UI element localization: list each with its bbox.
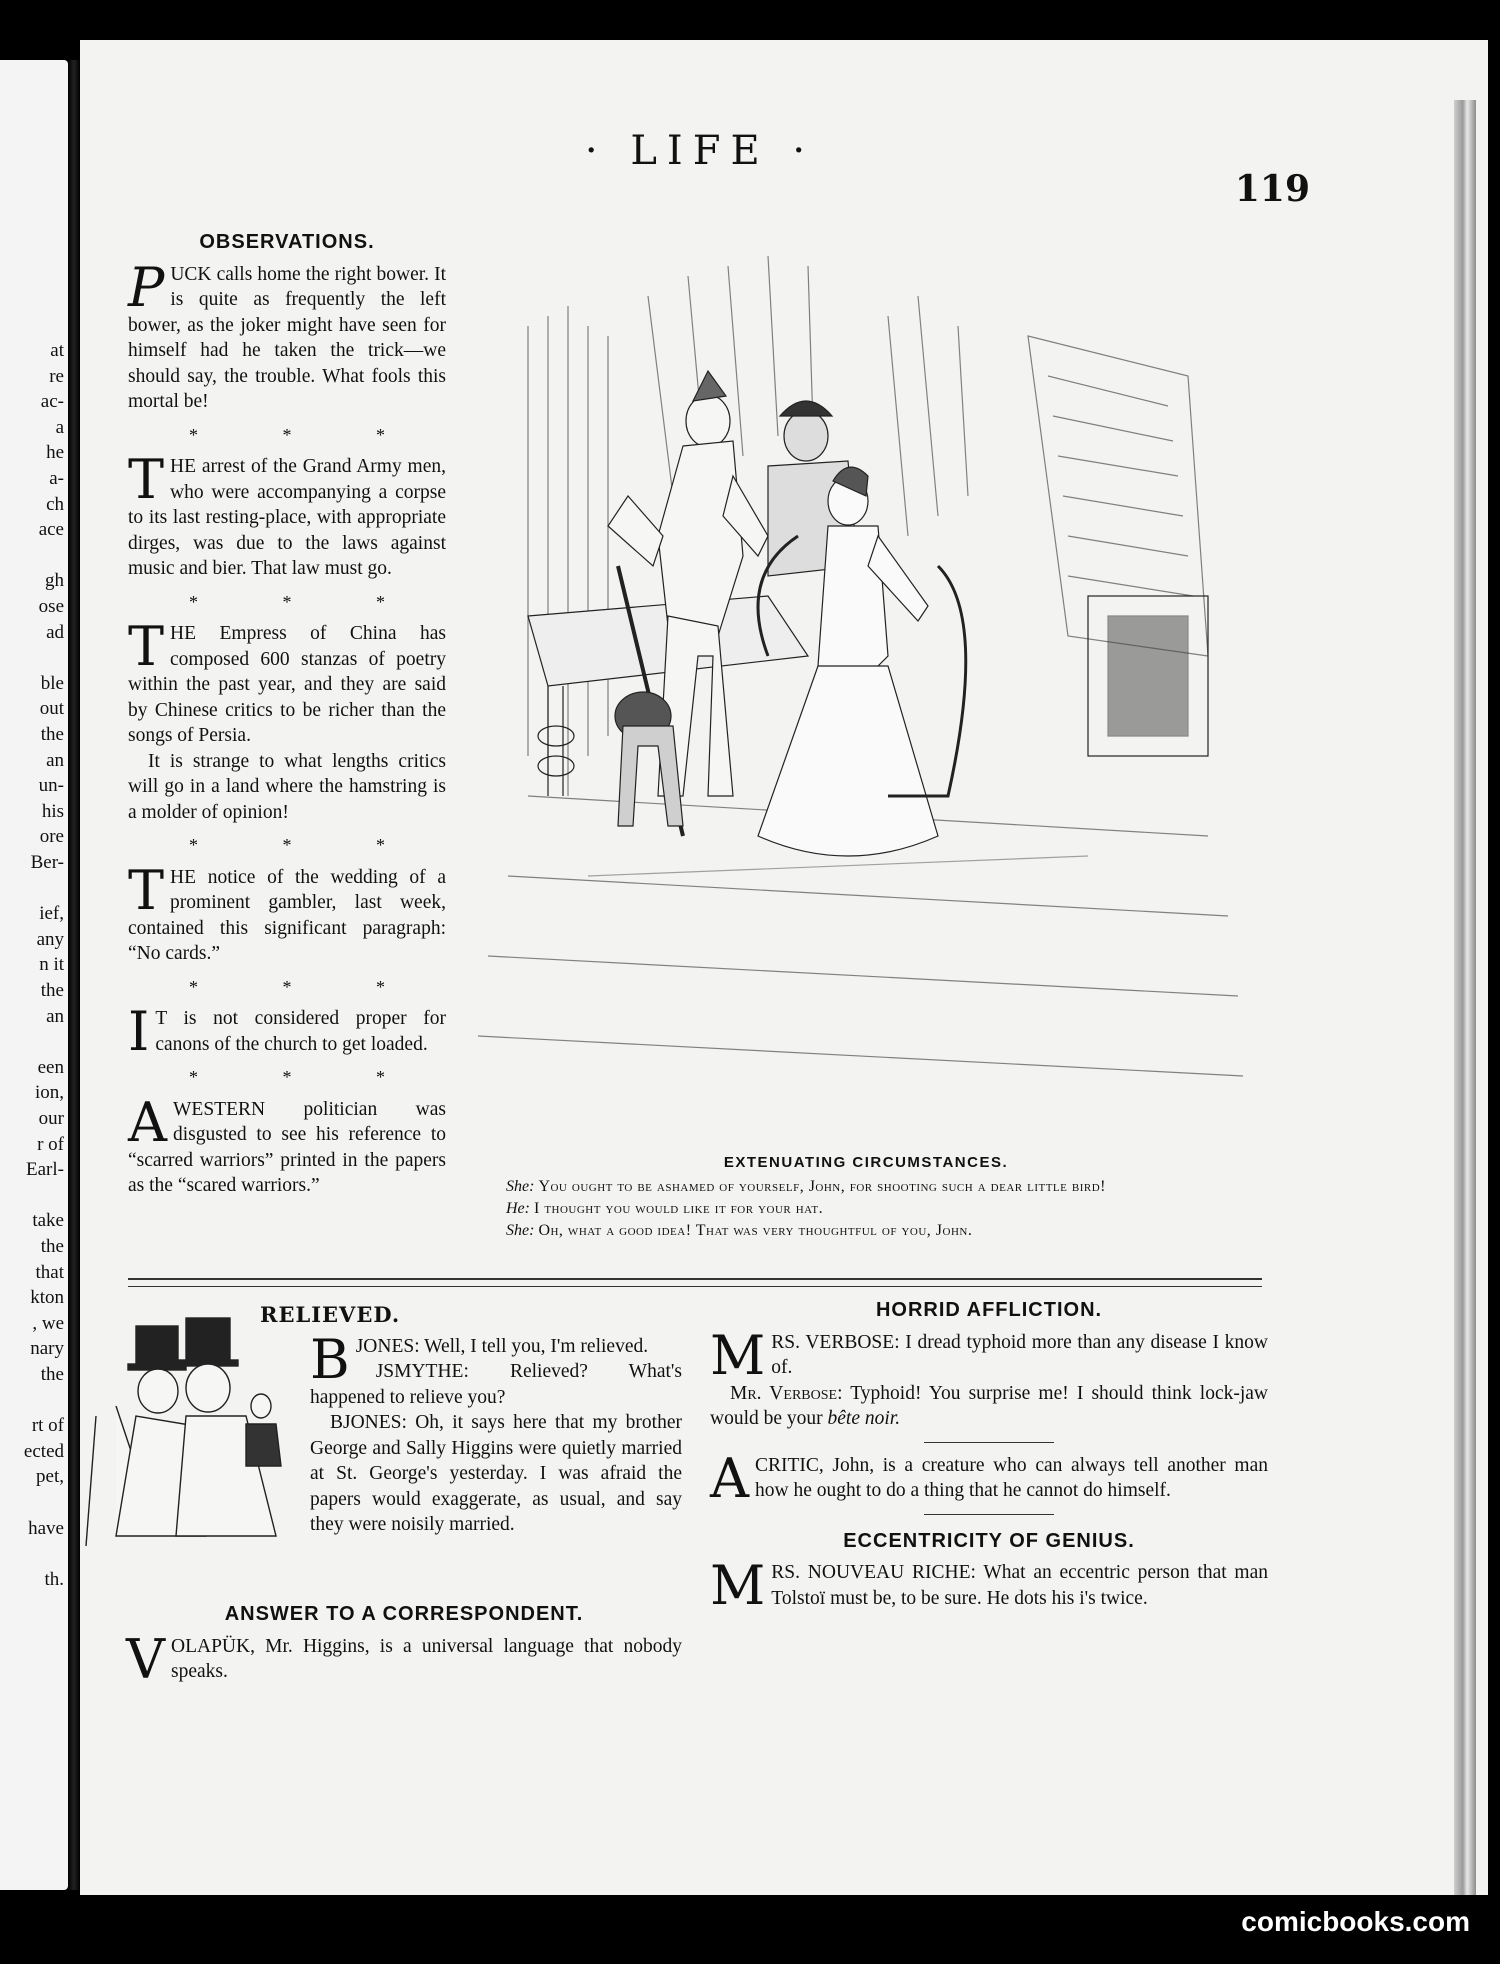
observation-item: I T is not considered proper for canons of the church to get loaded. (128, 1000, 446, 1063)
horrid-paragraph: Mr. Verbose: Typhoid! You surprise me! I should think lock-jaw would be your bête noir. (710, 1382, 1268, 1429)
prev-page-fragment: un- (38, 775, 64, 797)
observation-item: PUCK calls home the right bower. It is quite as frequently the left bower, as the joker might have seen for himself had he taken the trick—we should say, the trouble. What fools this mortal be! (128, 255, 446, 412)
drop-cap: P (128, 255, 165, 319)
prev-page-fragment: ose (38, 596, 64, 617)
critic-paragraph: ACRITIC, John, is a creature who can always tell another man how he ought to do a thing that he cannot do himself. (710, 1446, 1268, 1510)
observations-column (128, 230, 446, 1199)
prev-page-fragment: re (49, 365, 64, 387)
caption-title: EXTENUATING CIRCUMSTANCES. (723, 1154, 1009, 1171)
observation-item-continued: It is strange to what lengths critics will go in a land where the hamstring is a molder of opinion! (128, 750, 446, 823)
prev-page-fragment: n it (39, 954, 64, 976)
relieved-paragraph: BJONES: Well, I tell you, I'm relieved. (310, 1327, 649, 1391)
relieved-article (260, 1302, 682, 1538)
horrid-article (710, 1298, 1268, 1617)
drop-cap: T (128, 858, 165, 922)
caption-line: She: Oh, what a good idea! That was very thoughtful of you, John. (506, 1222, 973, 1239)
prev-page-fragment: een (37, 1056, 64, 1078)
section-stars: * * * (189, 976, 425, 997)
caption-line: She: You ought to be ashamed of yourself, John, for shooting such a dear little bird! (506, 1178, 1106, 1195)
prev-page-fragment: the (40, 724, 64, 745)
prev-page-fragment: rt of (31, 1415, 64, 1437)
drop-cap: I (128, 1000, 150, 1063)
prev-page-fragment: ion, (34, 1082, 64, 1104)
drop-cap: T (128, 448, 165, 511)
watermark-logo: comicbooks.com (1241, 1906, 1470, 1937)
prev-page-fragment: Ber- (30, 852, 64, 873)
engraving-illustration (468, 236, 1250, 1106)
page-number: 119 (1234, 168, 1310, 210)
prev-page-fragment: the (40, 1236, 64, 1257)
prev-page-fragment: ief, (39, 903, 64, 925)
prev-page-fragment: ad (46, 621, 64, 643)
horrid-paragraph: MRS. VERBOSE: I dread typhoid more than any disease I know of. (710, 1323, 1268, 1387)
drop-cap: B (310, 1327, 350, 1391)
observation-item: AWESTERN politician was disgusted to see his reference to “scarred warriors” printed in the papers as the “scared warriors.” (128, 1090, 446, 1196)
prev-page-fragment: have (28, 1517, 64, 1539)
prev-page-fragment: our (38, 1108, 64, 1129)
prev-page-fragment: any (36, 928, 64, 950)
drop-cap: T (128, 615, 165, 678)
drop-cap: M (710, 1323, 766, 1387)
prev-page-fragment: at (50, 340, 64, 361)
prev-page-fragment: that (35, 1261, 64, 1283)
prev-page-fragment: gh (45, 570, 64, 592)
answer-heading: ANSWER TO A CORRESPONDENT. (224, 1603, 584, 1625)
observation-item: THE arrest of the Grand Army men, who were accompanying a corpse to its last resting-place, with appropriate dirges, was due to the laws against music and bier. That law must go. (128, 448, 446, 579)
observation-item: THE notice of the wedding of a prominent gambler, last week, contained this significant paragraph: “No cards.” (128, 858, 446, 964)
prev-page-fragment: ac- (40, 391, 64, 413)
observations-heading: OBSERVATIONS. (199, 231, 375, 253)
drop-cap: M (710, 1554, 766, 1617)
caption-line: He: I thought you would like it for your hat. (506, 1200, 824, 1217)
relieved-paragraph: BJONES: Oh, it says here that my brother George and Sally Higgins were quietly married at St. George's yesterday. I was afraid the papers would exaggerate, as usual, and say they were noisily married. (310, 1412, 682, 1535)
prev-page-fragment: the (40, 1364, 64, 1385)
prev-page-fragment: a (55, 416, 64, 438)
page-stack-edge (1454, 100, 1476, 1895)
prev-page-fragment: Earl- (26, 1159, 64, 1181)
prev-page-fragment: ace (38, 519, 64, 541)
prev-page-fragment: ch (46, 493, 64, 515)
prev-page-fragment: th. (44, 1568, 64, 1590)
section-stars: * * * (189, 835, 425, 855)
prev-page-fragment: out (39, 698, 64, 720)
section-stars: * * * (189, 1067, 425, 1087)
drop-cap: A (128, 1090, 167, 1154)
prev-page-fragment: an (46, 749, 64, 771)
relieved-illustration (76, 1296, 306, 1546)
prev-page-fragment: , we (32, 1312, 64, 1334)
relieved-heading: RELIEVED. (260, 1302, 401, 1327)
prev-page-fragment: the (40, 980, 64, 1001)
prev-page-fragment: ore (39, 826, 64, 848)
prev-page-fragment: nary (30, 1338, 64, 1360)
prev-page-fragment: take (32, 1210, 64, 1232)
prev-page-fragment: pet, (36, 1466, 64, 1488)
prev-page-fragment: a- (49, 468, 64, 489)
prev-page-fragment: ble (40, 672, 64, 694)
prev-page-fragment: r of (37, 1133, 64, 1155)
answer-article (126, 1602, 682, 1691)
prev-page-fragment: his (41, 800, 64, 822)
relieved-paragraph: JSMYTHE: Relieved? What's happened to relieve you? (310, 1361, 682, 1408)
horrid-heading: HORRID AFFLICTION. (875, 1299, 1103, 1321)
prev-page-fragment: he (46, 442, 64, 464)
observation-item: THE Empress of China has composed 600 stanzas of poetry within the past year, and they are said by Chinese critics to be richer than the songs of Persia. (128, 615, 446, 746)
prev-page-fragment: an (46, 1005, 64, 1027)
section-stars: * * * (189, 591, 425, 612)
illustration-caption (476, 1152, 1256, 1242)
drop-cap: V (126, 1627, 165, 1691)
section-divider (128, 1278, 1262, 1287)
prev-page-fragment: kton (30, 1287, 64, 1309)
section-stars: * * * (189, 424, 425, 445)
answer-paragraph: VOLAPÜK, Mr. Higgins, is a universal language that nobody speaks. (126, 1627, 682, 1691)
masthead-title: · LIFE · (584, 128, 816, 174)
short-divider (924, 1514, 1054, 1515)
short-divider (924, 1442, 1054, 1443)
previous-page-edge (0, 60, 68, 1890)
prev-page-fragment: ected (23, 1440, 64, 1462)
eccentricity-paragraph: MRS. NOUVEAU RICHE: What an eccentric person that man Tolstoï must be, to be sure. He dots his i's twice. (710, 1554, 1268, 1617)
page-gutter (68, 60, 80, 1890)
drop-cap: A (710, 1446, 749, 1510)
eccentricity-heading: ECCENTRICITY OF GENIUS. (843, 1529, 1135, 1552)
